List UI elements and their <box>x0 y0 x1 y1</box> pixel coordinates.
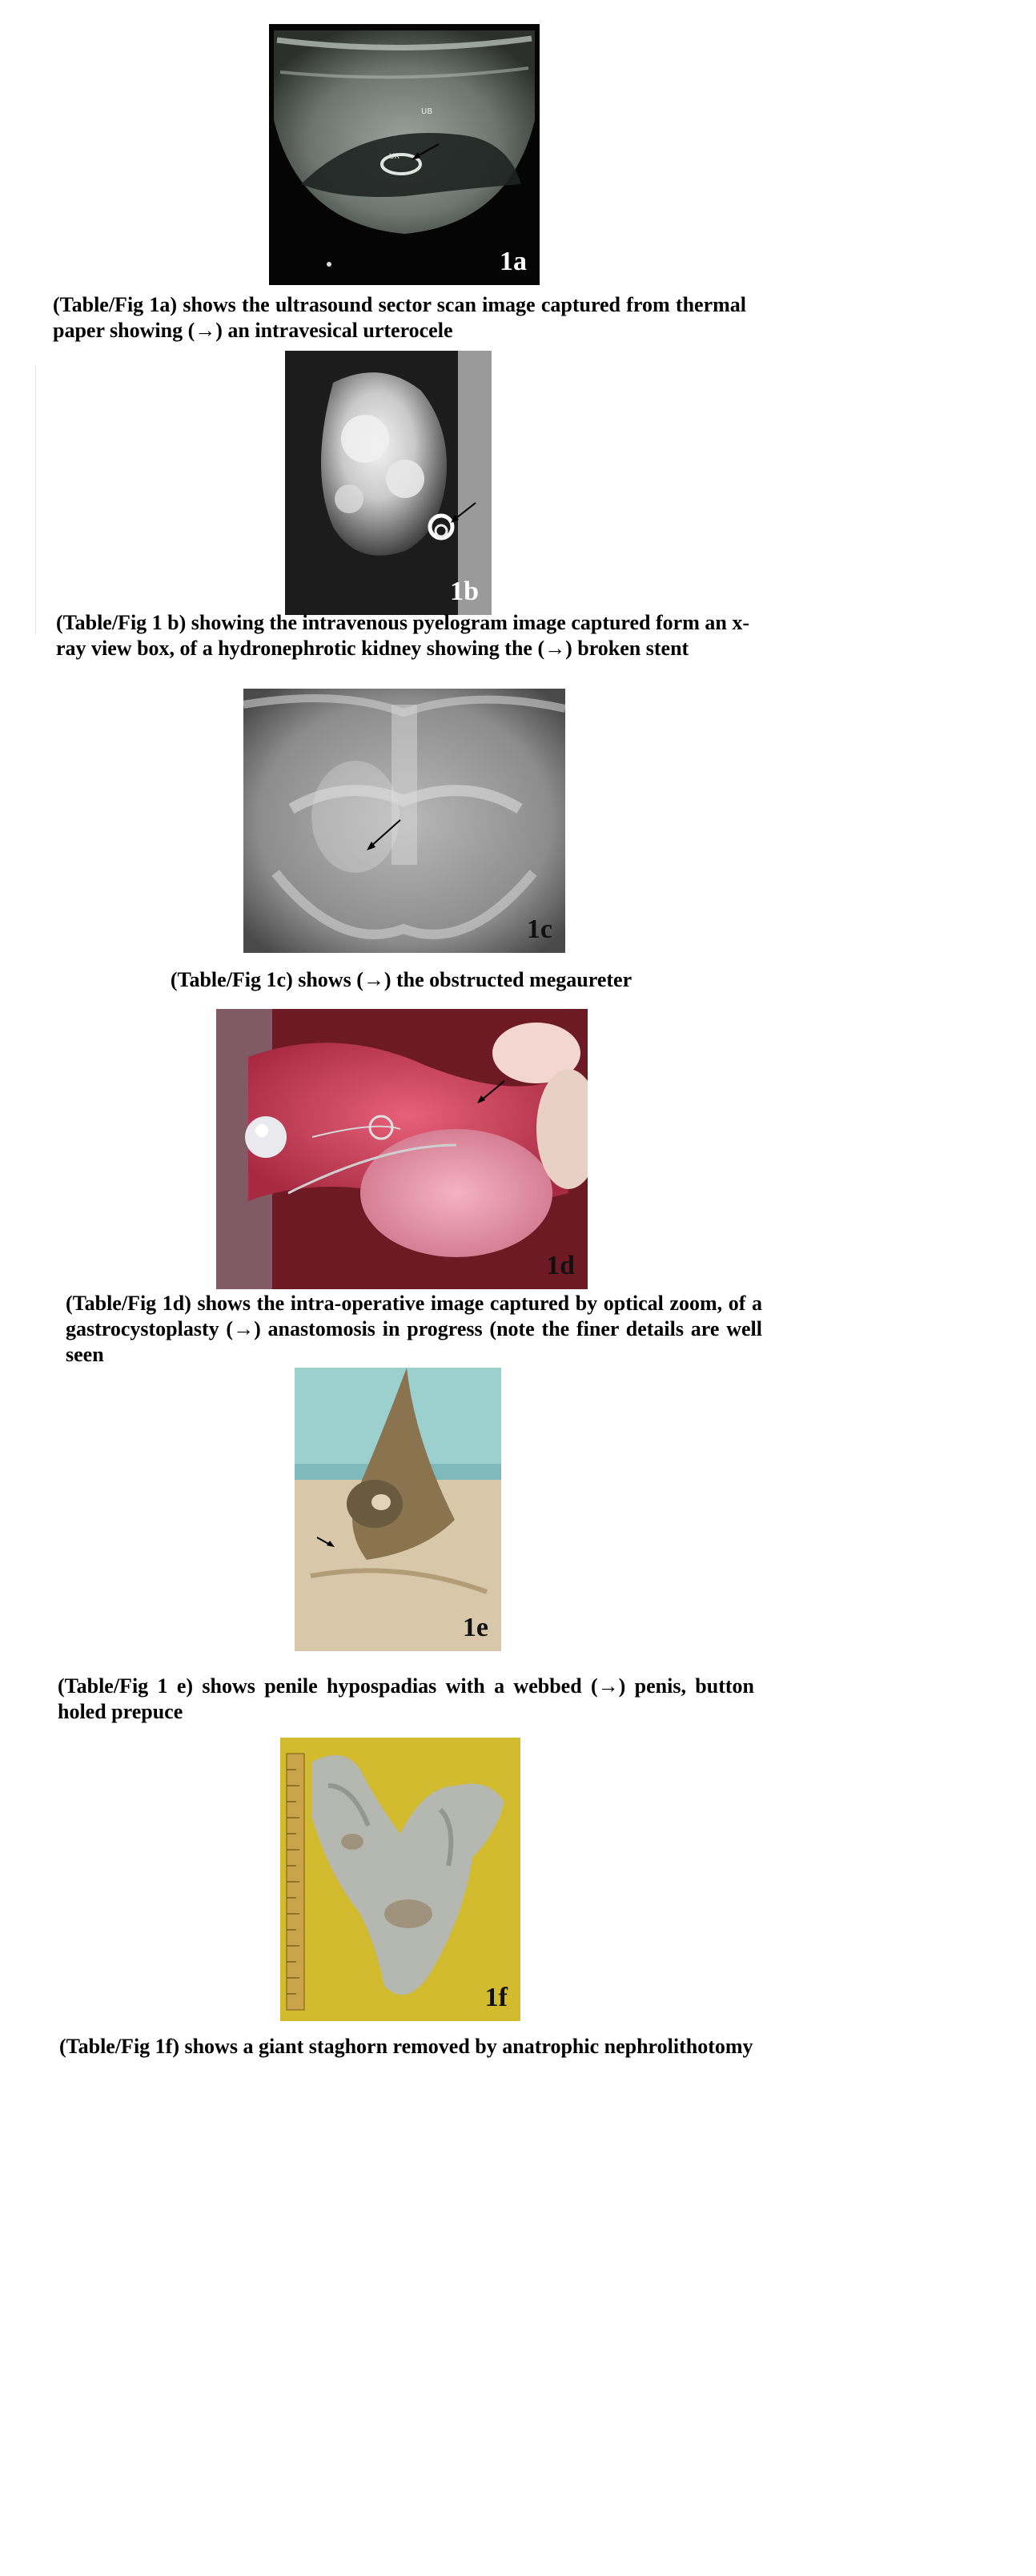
figure-1f-staghorn-image <box>280 1738 520 2021</box>
pyelogram-graphic <box>285 351 492 615</box>
figure-label-1f: 1f <box>484 1983 508 2012</box>
figure-label-1d: 1d <box>546 1251 575 1280</box>
figure-label-1e: 1e <box>462 1613 488 1642</box>
figure-caption-1b: (Table/Fig 1 b) showing the intravenous pyelogram image captured form an x-ray view box, of a hydronephrotic kidney showing the (→) broken stent <box>56 611 749 660</box>
megaureter-xray-graphic <box>243 689 565 953</box>
svg-text:UR: UR <box>389 153 400 161</box>
page-left-rule <box>35 365 36 634</box>
hypospadias-graphic <box>295 1368 501 1651</box>
figure-1e-hypospadias-image <box>295 1368 501 1651</box>
figure-label-1b: 1b <box>450 577 479 606</box>
figure-caption-1e: (Table/Fig 1 e) shows penile hypospadias with a webbed (→) penis, button holed prepuce <box>58 1674 754 1723</box>
figure-1c-megaureter-image <box>243 689 565 953</box>
staghorn-graphic <box>280 1738 520 2021</box>
figure-1a-ultrasound-image <box>269 24 540 285</box>
figure-caption-1a: (Table/Fig 1a) shows the ultrasound sector scan image captured from thermal paper showing (→) an intravesical urterocele <box>53 293 746 342</box>
figure-1d-intraoperative-image <box>216 1009 588 1289</box>
figure-label-1a: 1a <box>500 247 527 276</box>
figure-caption-1c: (Table/Fig 1c) shows (→) the obstructed megaureter <box>170 968 632 991</box>
figure-caption-1d: (Table/Fig 1d) shows the intra-operative image captured by optical zoom, of a gastrocystoplasty (→) anastomosis in progress (note the finer details are well seen <box>66 1292 762 1366</box>
figure-label-1c: 1c <box>526 914 552 944</box>
figure-caption-1f: (Table/Fig 1f) shows a giant staghorn removed by anatrophic nephrolithotomy <box>59 2035 753 2058</box>
figure-1b-pyelogram-image <box>285 351 492 615</box>
intraoperative-graphic <box>216 1009 588 1289</box>
svg-text:UB: UB <box>421 107 433 116</box>
